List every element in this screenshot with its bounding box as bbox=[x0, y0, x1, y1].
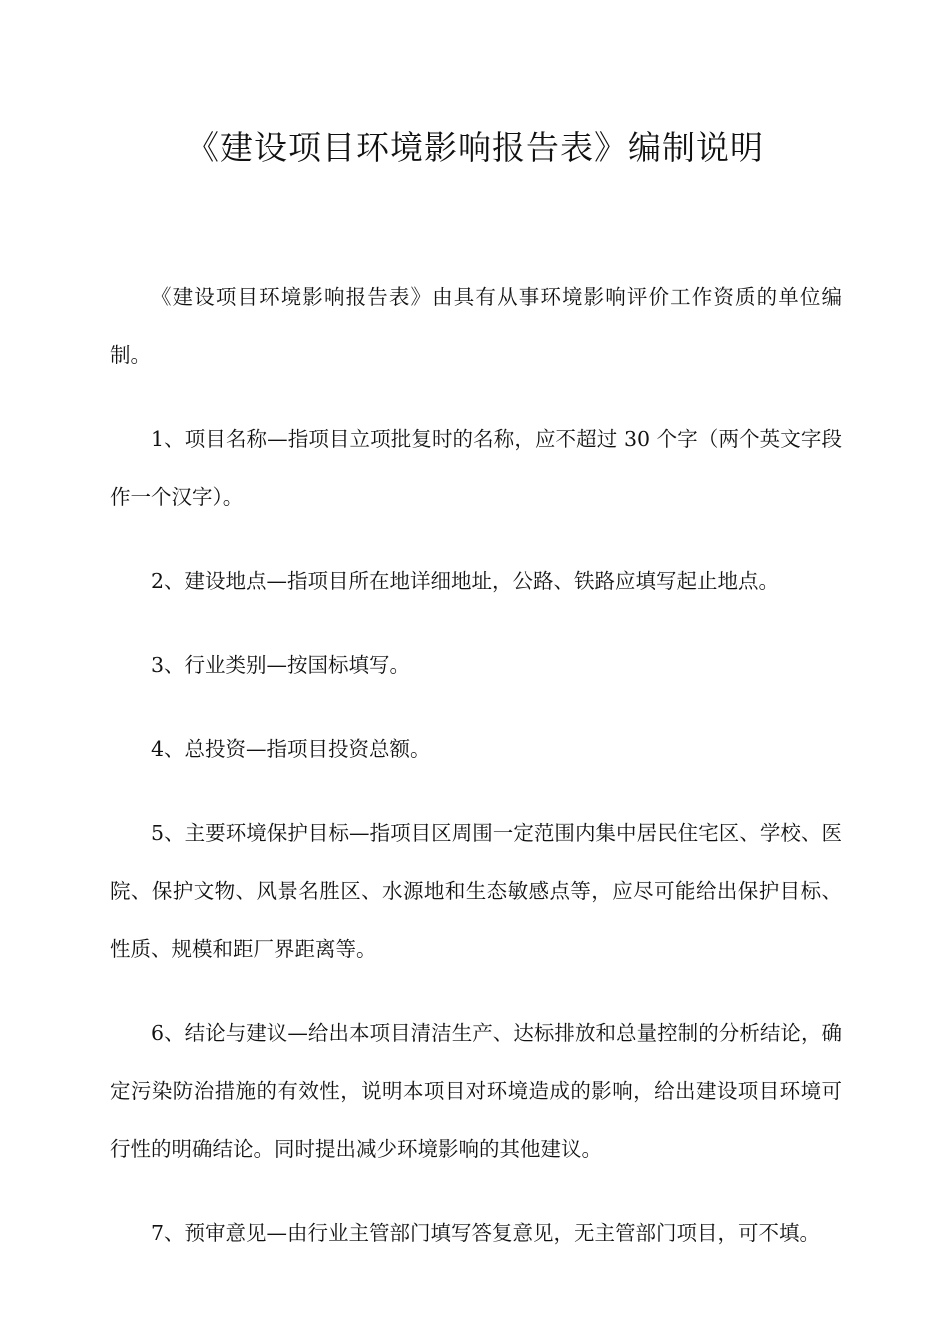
paragraph-item-3: 3、行业类别—按国标填写。 bbox=[151, 653, 411, 677]
paragraph-item-2: 2、建设地点—指项目所在地详细地址，公路、铁路应填写起止地点。 bbox=[151, 569, 780, 593]
paragraph-item-5: 5、主要环境保护目标—指项目区周围一定范围内集中居民住宅区、学校、医院、保护文物、风景名胜区、水源地和生态敏感点等，应尽可能给出保护目标、性质、规模和距厂界距离等。 bbox=[110, 821, 842, 961]
document-body bbox=[110, 268, 842, 1288]
paragraph-item-7: 7、预审意见—由行业主管部门填写答复意见，无主管部门项目，可不填。 bbox=[151, 1221, 821, 1245]
paragraph-item-1: 1、项目名称—指项目立项批复时的名称，应不超过 30 个字（两个英文字段作一个汉字）。 bbox=[110, 427, 842, 509]
paragraph-intro: 《建设项目环境影响报告表》由具有从事环境影响评价工作资质的单位编制。 bbox=[110, 285, 842, 367]
paragraph-item-6: 6、结论与建议—给出本项目清洁生产、达标排放和总量控制的分析结论，确定污染防治措施的有效性，说明本项目对环境造成的影响，给出建设项目环境可行性的明确结论。同时提出减少环境影响的其他建议。 bbox=[110, 1021, 842, 1161]
document-title: 《建设项目环境影响报告表》编制说明 bbox=[186, 128, 764, 167]
paragraph-item-4: 4、总投资—指项目投资总额。 bbox=[151, 737, 431, 761]
